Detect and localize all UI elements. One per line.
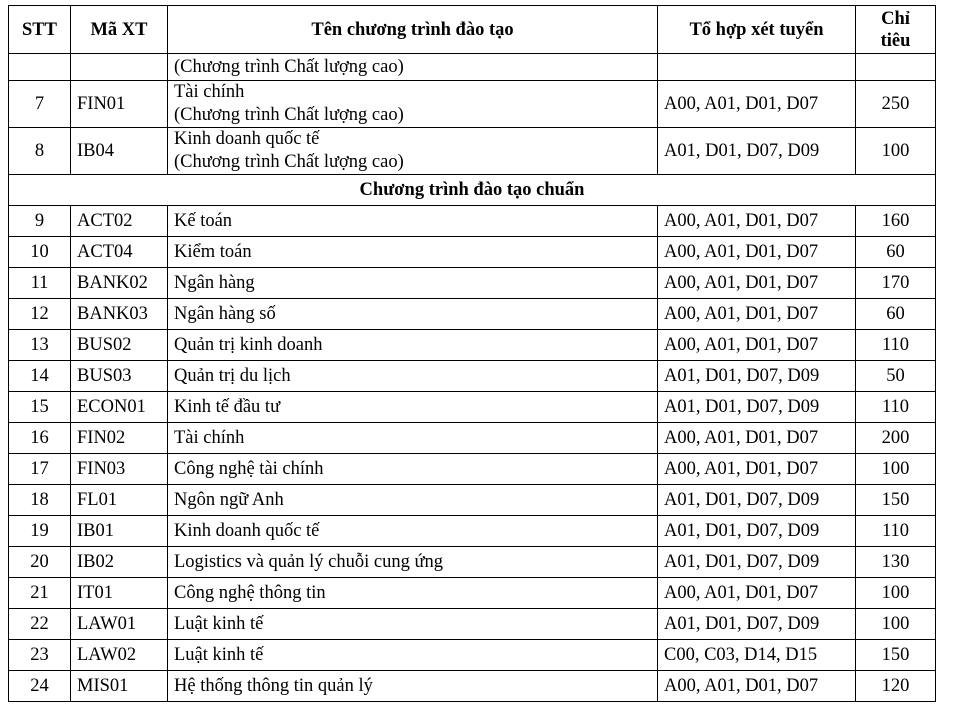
table-row: [9, 485, 936, 516]
cell-program-name: Công nghệ thông tin: [168, 578, 658, 609]
cell-stt: 21: [9, 578, 71, 609]
cell-combination: A00, A01, D01, D07: [658, 299, 856, 330]
cell-quota: 130: [856, 547, 936, 578]
cell-program-name: Kiểm toán: [168, 237, 658, 268]
cell-stt: 22: [9, 609, 71, 640]
cell-ma: LAW01: [71, 609, 168, 640]
cell-program-name: (Chương trình Chất lượng cao): [168, 54, 658, 81]
admission-table: [8, 5, 936, 702]
cell-ma: ECON01: [71, 392, 168, 423]
cell-ma: BANK03: [71, 299, 168, 330]
table-row: [9, 547, 936, 578]
cell-program-name: [168, 128, 658, 175]
cell-quota: 110: [856, 516, 936, 547]
cell-combination: A01, D01, D07, D09: [658, 392, 856, 423]
cell-program-name: Công nghệ tài chính: [168, 454, 658, 485]
cell-ma: FL01: [71, 485, 168, 516]
cell-combination: C00, C03, D14, D15: [658, 640, 856, 671]
cell-ma: MIS01: [71, 671, 168, 702]
header-quota-line2: tiêu: [880, 30, 911, 51]
cell-combination: A00, A01, D01, D07: [658, 81, 856, 128]
cell-stt: 15: [9, 392, 71, 423]
cell-program-name: [168, 81, 658, 128]
cell-program-name: Kinh doanh quốc tế: [168, 516, 658, 547]
cell-quota: 150: [856, 640, 936, 671]
header-quota-line1: Chỉ: [881, 8, 910, 29]
cell-combination: A00, A01, D01, D07: [658, 454, 856, 485]
cell-quota: 100: [856, 578, 936, 609]
cell-program-name: Ngôn ngữ Anh: [168, 485, 658, 516]
header-quota: [856, 6, 936, 54]
cell-program-name: Hệ thống thông tin quản lý: [168, 671, 658, 702]
header-program-name: Tên chương trình đào tạo: [168, 6, 658, 54]
cell-stt: 12: [9, 299, 71, 330]
cell-ma: IB02: [71, 547, 168, 578]
cell-program-name: Tài chính: [168, 423, 658, 454]
cell-program-name: Kế toán: [168, 206, 658, 237]
cell-ma: ACT02: [71, 206, 168, 237]
table-row: [9, 206, 936, 237]
table-row: [9, 671, 936, 702]
cell-ma: BUS02: [71, 330, 168, 361]
cell-stt: 23: [9, 640, 71, 671]
cell-ma: [71, 54, 168, 81]
table-row: [9, 640, 936, 671]
cell-ma: IT01: [71, 578, 168, 609]
cell-combination: [658, 54, 856, 81]
program-name-line1: Kinh doanh quốc tế: [174, 129, 320, 149]
cell-stt: 20: [9, 547, 71, 578]
cell-program-name: Quản trị kinh doanh: [168, 330, 658, 361]
table-row: [9, 454, 936, 485]
program-name-line2: (Chương trình Chất lượng cao): [174, 105, 404, 125]
cell-ma: BUS03: [71, 361, 168, 392]
cell-combination: A01, D01, D07, D09: [658, 547, 856, 578]
cell-program-name: Logistics và quản lý chuỗi cung ứng: [168, 547, 658, 578]
cell-stt: 14: [9, 361, 71, 392]
cell-quota: 50: [856, 361, 936, 392]
cell-stt: 10: [9, 237, 71, 268]
cell-stt: 16: [9, 423, 71, 454]
cell-stt: 7: [9, 81, 71, 128]
cell-program-name: Ngân hàng: [168, 268, 658, 299]
cell-quota: 170: [856, 268, 936, 299]
cell-ma: FIN03: [71, 454, 168, 485]
cell-combination: A00, A01, D01, D07: [658, 206, 856, 237]
table-row: [9, 392, 936, 423]
cell-combination: A00, A01, D01, D07: [658, 268, 856, 299]
cell-combination: A01, D01, D07, D09: [658, 609, 856, 640]
cell-ma: FIN02: [71, 423, 168, 454]
cell-ma: ACT04: [71, 237, 168, 268]
program-name-line2: (Chương trình Chất lượng cao): [174, 152, 404, 172]
table-row: [9, 128, 936, 175]
cell-quota: 110: [856, 330, 936, 361]
cell-stt: 9: [9, 206, 71, 237]
cell-program-name: Quản trị du lịch: [168, 361, 658, 392]
table-row: [9, 299, 936, 330]
table-row: [9, 609, 936, 640]
table-row: [9, 81, 936, 128]
cell-combination: A01, D01, D07, D09: [658, 361, 856, 392]
cell-stt: 24: [9, 671, 71, 702]
table-row: [9, 268, 936, 299]
admission-table-container: [8, 5, 936, 702]
cell-quota: 120: [856, 671, 936, 702]
cell-combination: A00, A01, D01, D07: [658, 237, 856, 268]
program-name-line1: Tài chính: [174, 82, 245, 102]
table-row: [9, 578, 936, 609]
cell-quota: 100: [856, 454, 936, 485]
header-row: [9, 6, 936, 54]
cell-ma: IB04: [71, 128, 168, 175]
table-row: [9, 516, 936, 547]
cell-stt: 18: [9, 485, 71, 516]
header-combination: Tổ hợp xét tuyển: [658, 6, 856, 54]
table-row: [9, 237, 936, 268]
header-ma-xt: Mã XT: [71, 6, 168, 54]
section-title: Chương trình đào tạo chuẩn: [9, 175, 936, 206]
cell-combination: A00, A01, D01, D07: [658, 578, 856, 609]
cell-quota: 60: [856, 299, 936, 330]
cell-quota: 160: [856, 206, 936, 237]
cell-stt: 17: [9, 454, 71, 485]
cell-quota: 100: [856, 609, 936, 640]
cell-ma: FIN01: [71, 81, 168, 128]
cell-quota: 60: [856, 237, 936, 268]
table-row: [9, 423, 936, 454]
cell-quota: 110: [856, 392, 936, 423]
continuation-row: [9, 54, 936, 81]
cell-combination: A00, A01, D01, D07: [658, 671, 856, 702]
cell-quota: [856, 54, 936, 81]
cell-combination: A01, D01, D07, D09: [658, 128, 856, 175]
cell-combination: A00, A01, D01, D07: [658, 330, 856, 361]
cell-stt: 8: [9, 128, 71, 175]
cell-quota: 250: [856, 81, 936, 128]
cell-ma: IB01: [71, 516, 168, 547]
cell-combination: A01, D01, D07, D09: [658, 516, 856, 547]
cell-combination: A00, A01, D01, D07: [658, 423, 856, 454]
cell-stt: 13: [9, 330, 71, 361]
cell-quota: 200: [856, 423, 936, 454]
cell-stt: 19: [9, 516, 71, 547]
section-row: [9, 175, 936, 206]
cell-stt: 11: [9, 268, 71, 299]
cell-combination: A01, D01, D07, D09: [658, 485, 856, 516]
cell-ma: LAW02: [71, 640, 168, 671]
table-row: [9, 361, 936, 392]
cell-quota: 100: [856, 128, 936, 175]
cell-program-name: Luật kinh tế: [168, 640, 658, 671]
cell-stt: [9, 54, 71, 81]
cell-program-name: Kinh tế đầu tư: [168, 392, 658, 423]
table-row: [9, 330, 936, 361]
cell-ma: BANK02: [71, 268, 168, 299]
cell-program-name: Ngân hàng số: [168, 299, 658, 330]
header-stt: STT: [9, 6, 71, 54]
cell-quota: 150: [856, 485, 936, 516]
cell-program-name: Luật kinh tế: [168, 609, 658, 640]
